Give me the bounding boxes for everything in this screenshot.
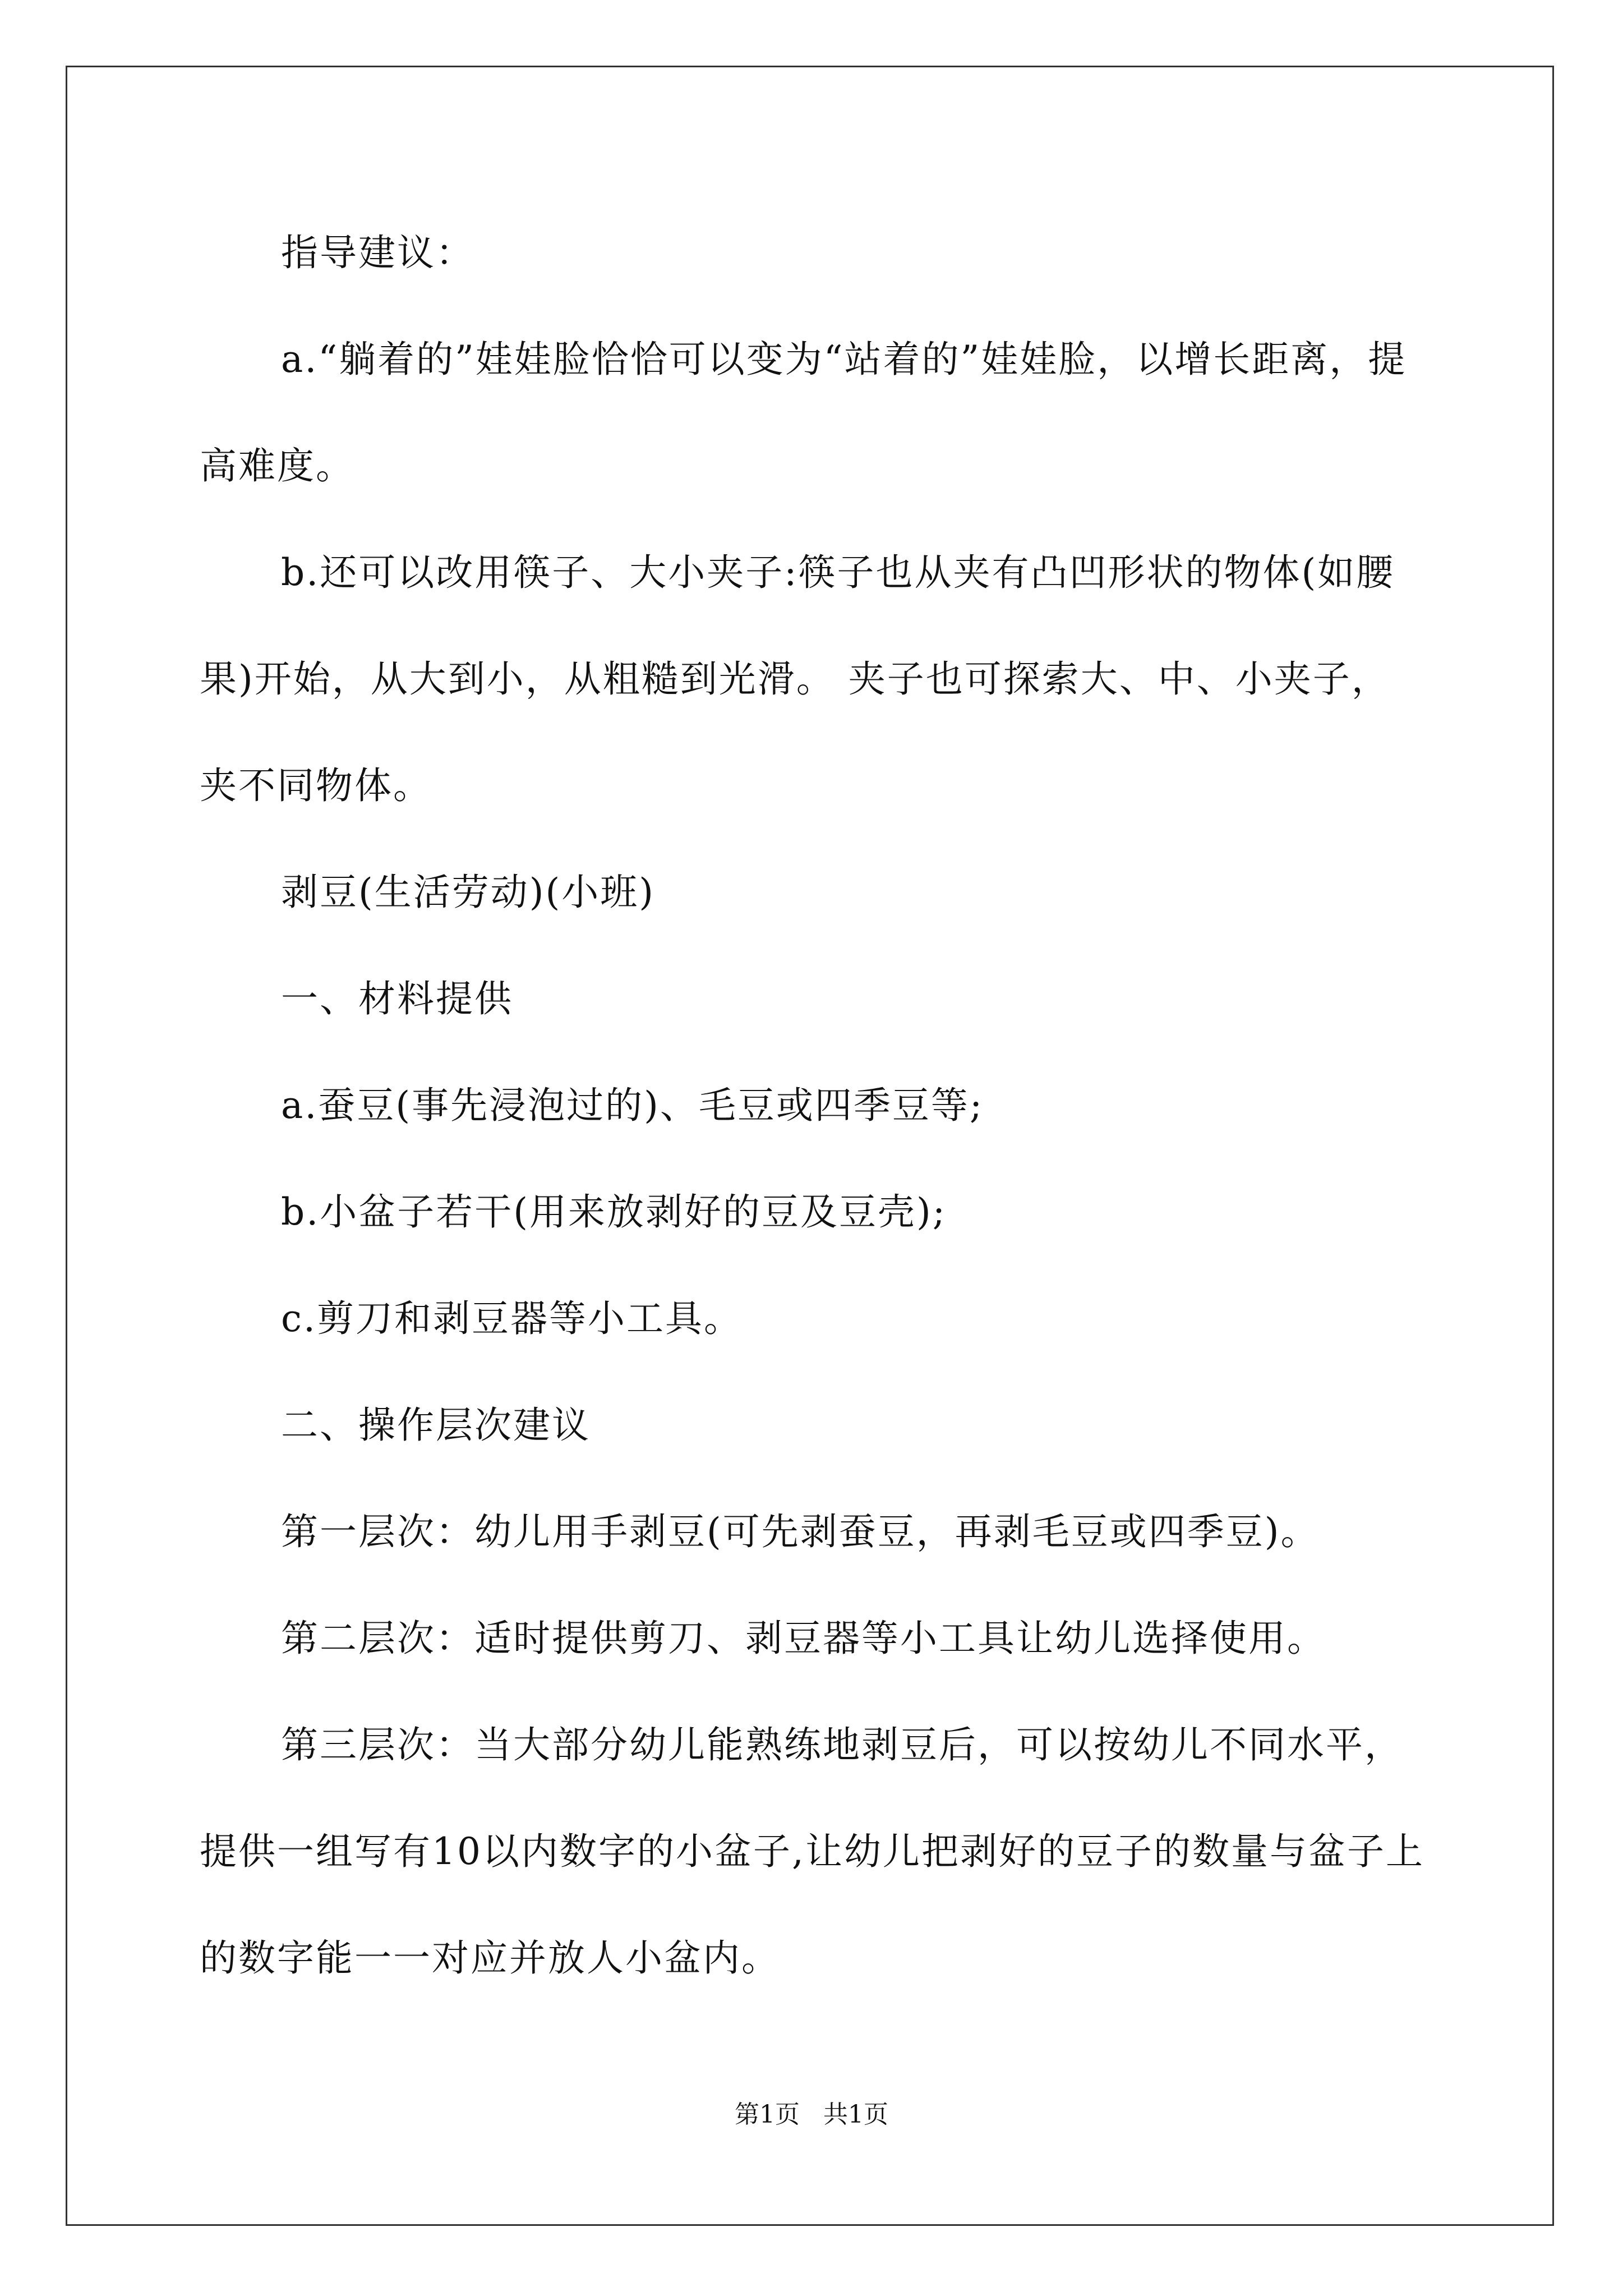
page-footer bbox=[0, 2098, 1623, 2132]
paragraph-activity-title: 剥豆(生活劳动)(小班) bbox=[281, 871, 655, 914]
paragraph-section-levels: 二、操作层次建议 bbox=[281, 1404, 591, 1447]
page-number-current: 第1页 bbox=[735, 2100, 800, 2129]
paragraph-level-two: 第二层次：适时提供剪刀、剥豆器等小工具让幼儿选择使用。 bbox=[281, 1617, 1326, 1660]
page-number-total: 共1页 bbox=[823, 2100, 888, 2129]
paragraph-guidance-heading: 指导建议： bbox=[281, 231, 474, 274]
paragraph-level-one: 第一层次：幼儿用手剥豆(可先剥蚕豆，再剥毛豆或四季豆)。 bbox=[281, 1510, 1320, 1553]
paragraph-level-three: 第三层次：当大部分幼儿能熟练地剥豆后，可以按幼儿不同水平，提供一组写有10以内数字的小盆子,让幼儿把剥好的豆子的数量与盆子上的数字能一一对应并放人小盆内。 bbox=[200, 1723, 1424, 1980]
paragraph-material-a: a.蚕豆(事先浸泡过的)、毛豆或四季豆等; bbox=[281, 1084, 984, 1127]
paragraph-material-c: c.剪刀和剥豆器等小工具。 bbox=[281, 1297, 743, 1340]
paragraph-suggestion-b: b.还可以改用筷子、大小夹子:筷子也从夹有凸凹形状的物体(如腰果)开始，从大到小，从粗糙到光滑。 夹子也可探索大、中、小夹子，夹不同物体。 bbox=[200, 551, 1395, 807]
paragraph-material-b: b.小盆子若干(用来放剥好的豆及豆壳); bbox=[281, 1190, 947, 1234]
paragraph-suggestion-a: a.“躺着的”娃娃脸恰恰可以变为“站着的”娃娃脸，以增长距离，提高难度。 bbox=[200, 338, 1407, 487]
paragraph-section-materials: 一、材料提供 bbox=[281, 977, 513, 1020]
